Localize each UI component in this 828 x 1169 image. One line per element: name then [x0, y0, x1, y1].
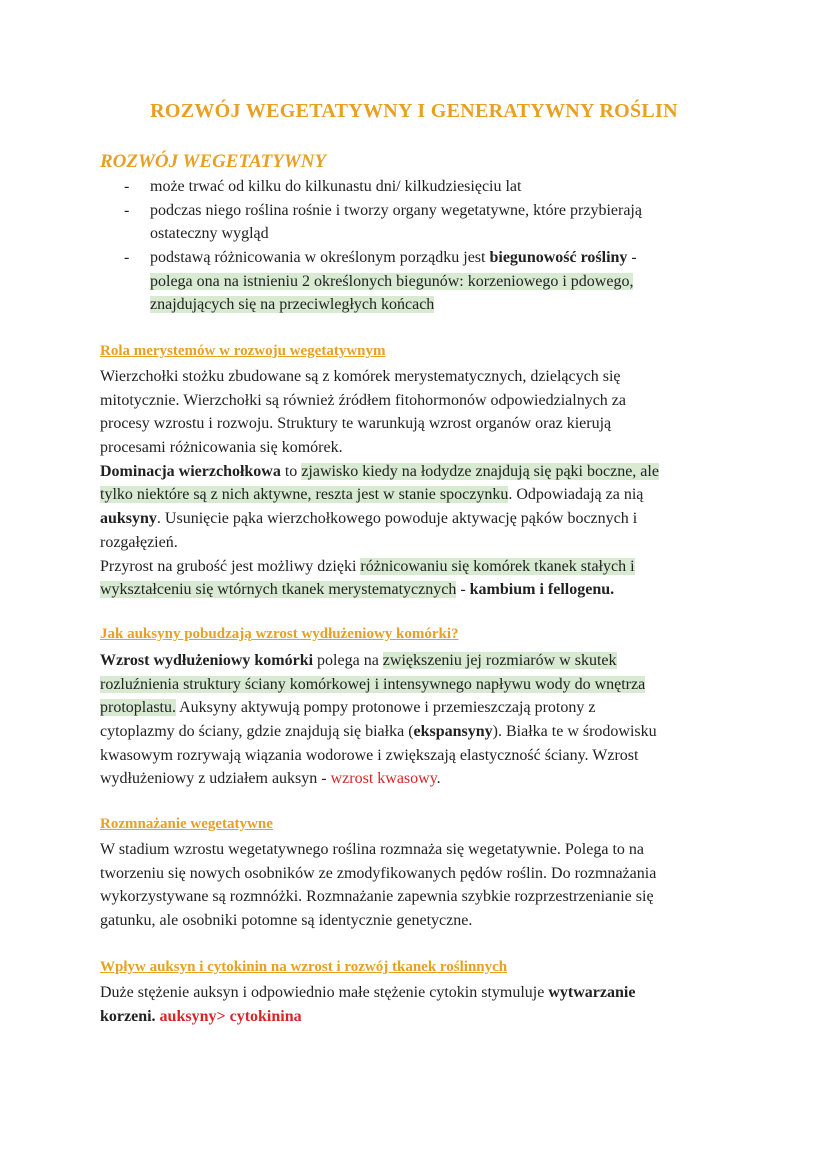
text-line: [100, 436, 659, 460]
bullet-dash: -: [124, 249, 130, 267]
text-line: [100, 389, 659, 413]
text-run: ostateczny wygląd: [150, 225, 269, 243]
paragraph-vegetative-reproduction: [100, 838, 656, 933]
text-line: [100, 555, 659, 579]
text-line: [100, 838, 656, 862]
text-run: ). Białka te w środowisku: [492, 723, 657, 741]
text-line: [100, 483, 659, 507]
paragraph-auxin-cytokinin: [100, 981, 635, 1028]
text-run: auksyny> cytokinina: [159, 1007, 302, 1025]
text-line: [100, 578, 659, 602]
text-run: procesami różnicowania się komórek.: [100, 439, 343, 457]
text-run: auksyny: [100, 510, 157, 528]
text-run: Wierzchołki stożku zbudowane są z komórek merystematycznych, dzielących się: [100, 368, 621, 385]
bullet-continuation: [100, 270, 642, 294]
text-line: [100, 720, 657, 744]
bullet-continuation: [100, 293, 642, 317]
bullet-continuation: [100, 222, 642, 246]
text-run: korzeni.: [100, 1007, 156, 1025]
text-run: Przyrost na grubość jest możliwy dzięki: [100, 557, 361, 575]
text-run: mitotycznie. Wierzchołki są również źródłem fitohormonów odpowiedzialnych za: [100, 391, 626, 409]
text-run: Dominacja wierzchołkowa: [100, 462, 281, 480]
text-run: tylko niektóre są z nich aktywne, reszta jest w stanie spoczynku: [100, 486, 509, 504]
text-run: wykształceniu się wtórnych tkanek merystematycznych: [100, 581, 457, 599]
text-run: kwasowym rozrywają wiązania wodorowe i zwiększają elastyczność ściany. Wzrost: [100, 746, 639, 764]
text-run: Wzrost wydłużeniowy komórki: [100, 652, 314, 669]
text-run: różnicowaniu się komórek tkanek stałych i: [360, 557, 635, 575]
text-run: znajdujących się na przeciwległych końcach: [150, 296, 435, 314]
text-run: procesy wzrostu i rozwoju. Struktury te warunkują wzrost organów oraz kierują: [100, 415, 612, 433]
subheading-vegetative-reproduction: Rozmnażanie wegetatywne: [100, 816, 273, 832]
subheading-auxin-growth: Jak auksyny pobudzają wzrost wydłużeniowy komórki?: [100, 626, 459, 642]
text-run: . Usunięcie pąka wierzchołkowego powoduje aktywację pąków bocznych i: [156, 510, 638, 528]
text-line: [100, 365, 659, 389]
text-run: wytwarzanie: [548, 984, 636, 1001]
text-line: [100, 1005, 635, 1029]
text-run: cytoplazmy do ściany, gdzie znajdują się białka (: [100, 723, 414, 741]
text-run: . Odpowiadają za nią: [508, 486, 644, 504]
text-run: kambium i fellogenu.: [469, 581, 615, 599]
text-run: .: [436, 770, 441, 788]
bullet-dash: -: [124, 178, 130, 195]
bullet-item: [100, 199, 642, 223]
text-run: podstawą różnicowania w określonym porządku jest: [150, 249, 490, 267]
text-line: [100, 696, 657, 720]
text-run: -: [456, 581, 470, 599]
bullet-list: [100, 175, 642, 317]
text-line: [100, 531, 659, 555]
document-title: ROZWÓJ WEGETATYWNY I GENERATYWNY ROŚLIN: [150, 100, 678, 122]
text-line: [100, 885, 656, 909]
text-run: gatunku, ale osobniki potomne są identycznie genetyczne.: [100, 912, 473, 930]
text-line: [100, 767, 657, 791]
text-run: protoplastu.: [100, 699, 176, 717]
text-line: [100, 981, 635, 1005]
text-run: polega na: [313, 652, 383, 669]
text-run: wzrost kwasowy: [330, 770, 437, 788]
bullet-item: [100, 175, 642, 199]
text-run: ekspansyny: [413, 723, 493, 741]
text-line: [100, 460, 659, 484]
text-run: podczas niego roślina rośnie i tworzy organy wegetatywne, które przybierają: [150, 201, 642, 219]
text-line: [100, 649, 657, 673]
text-line: [100, 862, 656, 886]
text-run: Auksyny aktywują pompy protonowe i przemieszczają protony z: [176, 699, 596, 717]
section-heading-vegetative: ROZWÓJ WEGETATYWNY: [100, 151, 327, 172]
text-run: -: [627, 249, 637, 267]
bullet-dash: -: [124, 201, 130, 219]
text-run: rozgałęzień.: [100, 533, 178, 551]
text-run: rozluźnienia struktury ściany komórkowej i intensywnego napływu wody do wnętrza: [100, 675, 646, 693]
subheading-auxin-cytokinin: Wpływ auksyn i cytokinin na wzrost i rozwój tkanek roślinnych: [100, 959, 508, 975]
text-run: biegunowość rośliny: [489, 249, 628, 267]
text-run: tworzeniu się nowych osobników ze zmodyfikowanych pędów roślin. Do rozmnażania: [100, 864, 657, 882]
text-run: wydłużeniowy z udziałem auksyn -: [100, 770, 331, 788]
text-run: W stadium wzrostu wegetatywnego roślina rozmnaża się wegetatywnie. Polega to na: [100, 841, 644, 858]
text-run: zjawisko kiedy na łodydze znajdują się pąki boczne, ale: [301, 462, 659, 480]
text-run: to: [280, 462, 302, 480]
paragraph-auxin-growth: [100, 649, 657, 791]
text-run: może trwać od kilku do kilkunastu dni/ kilkudziesięciu lat: [150, 178, 522, 195]
paragraph-meristems: [100, 365, 659, 602]
bullet-item: [100, 246, 642, 270]
text-line: [100, 412, 659, 436]
subheading-meristems: Rola merystemów w rozwoju wegetatywnym: [100, 343, 386, 359]
text-line: [100, 507, 659, 531]
text-line: [100, 673, 657, 697]
text-line: [100, 909, 656, 933]
text-run: zwiększeniu jej rozmiarów w skutek: [382, 652, 617, 669]
text-run: wykorzystywane są rozmnóżki. Rozmnażanie zapewnia szybkie rozprzestrzenianie się: [100, 888, 654, 906]
text-line: [100, 744, 657, 768]
text-run: polega ona na istnieniu 2 określonych biegunów: korzeniowego i pdowego,: [150, 272, 634, 290]
text-run: Duże stężenie auksyn i odpowiednio małe stężenie cytokin stymuluje: [100, 984, 549, 1001]
